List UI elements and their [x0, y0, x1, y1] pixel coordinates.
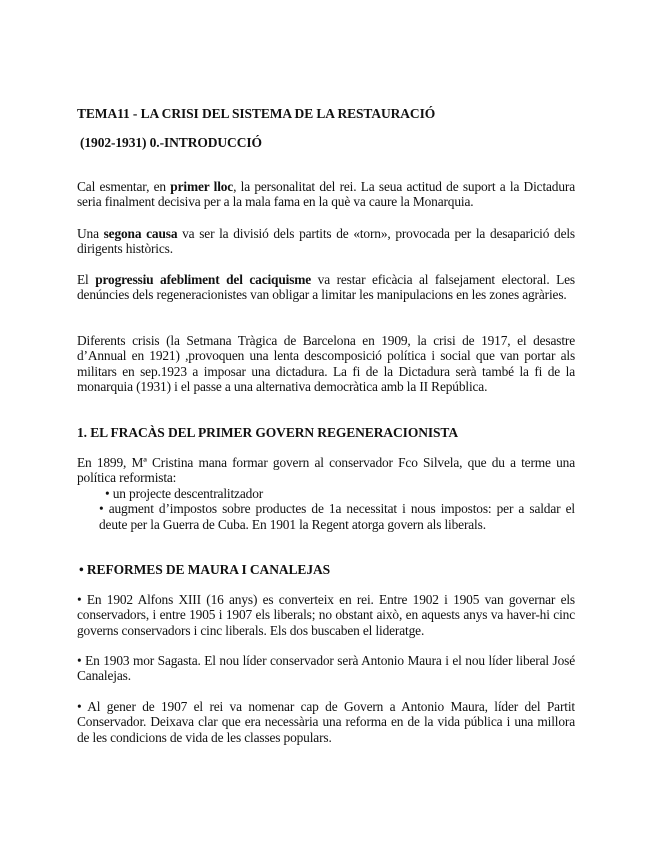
intro-paragraph-2	[77, 226, 575, 257]
p2-text-pre: Una	[77, 226, 104, 241]
section-2-paragraph-1: • En 1902 Alfons XIII (16 anys) es converteix en rei. Entre 1902 i 1905 van governar els conservadors, i entre 1905 i 1907 els liberals; no obstant això, en aquests anys va haver-hi cinc governs conservadors i cinc liberals. Els dos buscaben el lideratge.	[77, 592, 575, 638]
section-1-paragraph: En 1899, Mª Cristina mana formar govern al conservador Fco Silvela, que du a terme una política reformista:	[77, 455, 575, 486]
p1-text-pre: Cal esmentar, en	[77, 179, 171, 194]
title-line-1: TEMA11 - LA CRISI DEL SISTEMA DE LA RESTAURACIÓ	[77, 106, 436, 121]
intro-paragraph-4: Diferents crisis (la Setmana Tràgica de Barcelona en 1909, la crisi de 1917, el desastre d’Annual en 1921) ,provoquen una lenta descomposició política i social que van portar als militars en sep.1923 a imposar una dictadura. La fi de la Dictadura serà també la fi de la monarquia (1931) i el passe a una alternativa democràtica amb la II República.	[77, 333, 575, 395]
p3-text-pre: El	[77, 272, 96, 287]
list-item-2: • augment d’impostos sobre productes de 1a necessitat i nous impostos: per a saldar el deute per la Guerra de Cuba. En 1901 la Regent atorga govern als liberals.	[99, 501, 575, 532]
intro-paragraph-1	[77, 179, 575, 210]
intro-paragraph-3	[77, 272, 575, 303]
p3-text-post: va restar eficàcia al falsejament electoral. Les denúncies dels regeneracionistes van obligar a limitar les manipulacions en les zones agràries.	[77, 272, 575, 303]
section-2-paragraph-3: • Al gener de 1907 el rei va nomenar cap de Govern a Antonio Maura, líder del Partit Conservador. Deixava clar que era necessària una reforma en de la vida pública i una millora de les condicions de vida de les classes populars.	[77, 699, 575, 745]
document-subtitle	[77, 134, 578, 152]
section-1-bullet-list	[77, 486, 575, 532]
title-line-2: (1902-1931) 0.-INTRODUCCIÓ	[80, 135, 262, 150]
list-item-1: • un projecte descentralitzador	[105, 486, 264, 501]
p2-text-bold: segona causa	[103, 226, 178, 241]
section-2-title: • REFORMES DE MAURA I CANALEJAS	[79, 562, 331, 577]
section-2-paragraph-2: • En 1903 mor Sagasta. El nou líder conservador serà Antonio Maura i el nou líder liberal José Canalejas.	[77, 653, 575, 684]
section-1-title: 1. EL FRACÀS DEL PRIMER GOVERN REGENERACIONISTA	[77, 425, 458, 440]
p1-text-bold: primer lloc	[170, 179, 234, 194]
document-title	[77, 105, 575, 123]
p1-text-post: , la personalitat del rei. La seua actitud de suport a la Dictadura seria finalment decisiva per a la mala fama en la què va caure la Monarquia.	[77, 179, 576, 210]
p2-text-post: va ser la divisió dels partits de «torn», provocada per la desaparició dels dirigents històrics.	[77, 226, 575, 257]
p3-text-bold: progressiu afebliment del caciquisme	[95, 272, 312, 287]
